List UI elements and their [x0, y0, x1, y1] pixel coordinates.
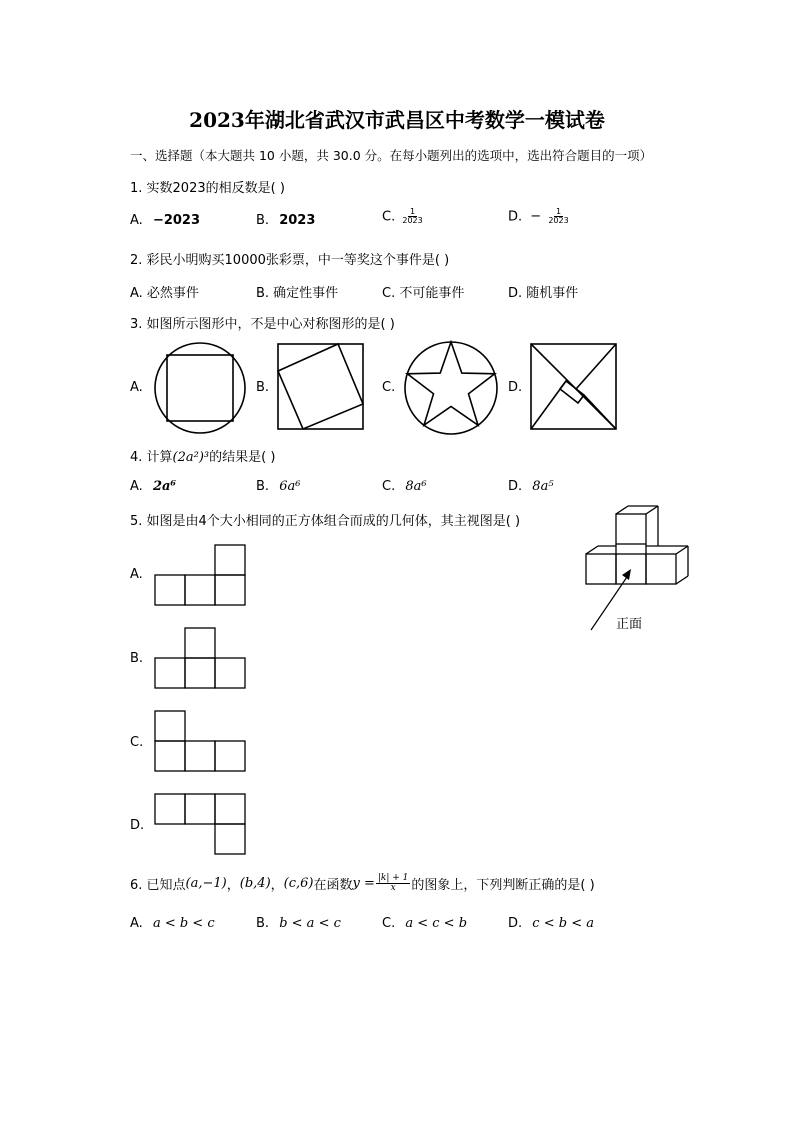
- q6-option-d[interactable]: [508, 916, 594, 931]
- fraction-numerator: |k| + 1: [377, 873, 409, 883]
- q2-option-d[interactable]: D. 随机事件: [508, 286, 579, 301]
- option-letter: D.: [508, 479, 523, 494]
- option-letter: B.: [256, 916, 270, 931]
- circle-with-inscribed-square-figure[interactable]: [150, 342, 250, 434]
- q3-option-d-label[interactable]: D.: [508, 380, 523, 395]
- q1-option-c[interactable]: [382, 208, 426, 226]
- fraction-numerator: 1: [555, 207, 562, 216]
- function-fraction: [376, 874, 411, 894]
- option-letter: B.: [256, 213, 270, 228]
- q4-option-d[interactable]: [508, 479, 554, 494]
- fraction-denominator: 2023: [548, 216, 569, 226]
- option-letter: D.: [508, 916, 523, 931]
- separator: ，: [226, 878, 240, 894]
- q5-option-d-label[interactable]: D.: [130, 818, 145, 833]
- q3-stem: 3. 如图所示图形中，不是中心对称图形的是( ): [130, 317, 395, 332]
- q2-option-a[interactable]: A. 必然事件: [130, 286, 199, 301]
- point-a: (a,−1): [185, 876, 227, 892]
- q4-stem: [130, 446, 275, 465]
- option-value: a < b < c: [152, 916, 215, 931]
- option-value: b < a < c: [279, 916, 341, 931]
- q4-stem-suffix: 的结果是( ): [209, 450, 276, 465]
- option-value: 2a⁶: [152, 479, 177, 494]
- option-value: c < b < a: [532, 916, 594, 931]
- q3-option-c-label[interactable]: C.: [382, 380, 396, 395]
- q6-option-b[interactable]: [256, 916, 341, 931]
- q1-stem: 1. 实数2023的相反数是( ): [130, 181, 285, 196]
- q5-option-c-label[interactable]: C.: [130, 735, 144, 750]
- option-letter: C.: [382, 209, 396, 225]
- q4-option-a[interactable]: [130, 479, 176, 494]
- q6-stem: [130, 874, 595, 894]
- q5-stem: 5. 如图是由4个大小相同的正方体组合而成的几何体，其主视图是( ): [130, 514, 521, 529]
- q6-stem-prefix: 6. 已知点: [130, 878, 186, 894]
- fraction-denominator: 2023: [402, 216, 423, 226]
- option-value: 8a⁶: [405, 479, 427, 494]
- option-letter: D.: [508, 209, 523, 225]
- option-value: 8a⁵: [532, 479, 554, 494]
- option-letter: A.: [130, 916, 143, 931]
- circle-with-star-figure[interactable]: [403, 340, 499, 436]
- q5-option-d-view[interactable]: [154, 793, 246, 855]
- option-letter: A.: [130, 479, 143, 494]
- q5-option-c-view[interactable]: [154, 710, 246, 772]
- q5-option-b-view[interactable]: [154, 627, 246, 689]
- front-view-label: 正面: [616, 617, 643, 632]
- option-letter: C.: [382, 479, 396, 494]
- page-title: 2023年湖北省武汉市武昌区中考数学一模试卷: [189, 108, 605, 132]
- q6-option-a[interactable]: [130, 916, 215, 931]
- function-lhs: y =: [352, 876, 375, 892]
- q4-option-b[interactable]: [256, 479, 300, 494]
- q6-stem-suffix: 的图象上，下列判断正确的是( ): [411, 878, 595, 894]
- minus-sign: −: [530, 209, 542, 225]
- q4-stem-prefix: 4. 计算: [130, 450, 173, 465]
- fraction-denominator: x: [390, 883, 396, 894]
- q2-option-c[interactable]: C. 不可能事件: [382, 286, 465, 301]
- option-value: 2023: [279, 213, 316, 228]
- option-letter: A.: [130, 213, 143, 228]
- point-c: (c,6): [283, 876, 314, 892]
- separator: ，: [270, 878, 284, 894]
- q1-option-d[interactable]: [508, 208, 572, 226]
- q4-expression: (2a²)³: [172, 450, 210, 465]
- q5-option-a-label[interactable]: A.: [130, 567, 143, 582]
- section-heading: 一、选择题（本大题共 10 小题，共 30.0 分。在每小题列出的选项中，选出符合题目的一项）: [130, 148, 653, 163]
- q2-option-b[interactable]: B. 确定性事件: [256, 286, 339, 301]
- fraction-numerator: 1: [409, 207, 416, 216]
- q6-option-c[interactable]: [382, 916, 467, 931]
- square-with-rotated-square-figure[interactable]: [277, 343, 365, 431]
- q4-option-c[interactable]: [382, 479, 427, 494]
- fraction: [400, 208, 424, 226]
- option-letter: C.: [382, 916, 396, 931]
- q3-option-b-label[interactable]: B.: [256, 380, 270, 395]
- option-value: −2023: [152, 213, 201, 228]
- pinwheel-square-figure[interactable]: [530, 343, 618, 431]
- q3-option-a-label[interactable]: A.: [130, 380, 143, 395]
- fraction: [546, 208, 570, 226]
- q5-option-a-view[interactable]: [154, 544, 246, 606]
- option-value: 6a⁶: [279, 479, 301, 494]
- q1-option-a[interactable]: [130, 213, 200, 228]
- q5-option-b-label[interactable]: B.: [130, 651, 144, 666]
- q1-option-b[interactable]: [256, 213, 315, 228]
- q6-stem-mid: 在函数: [313, 878, 353, 894]
- q2-stem: 2. 彩民小明购买10000张彩票，中一等奖这个事件是( ): [130, 253, 450, 268]
- option-value: a < c < b: [405, 916, 468, 931]
- point-b: (b,4): [239, 876, 271, 892]
- option-letter: B.: [256, 479, 270, 494]
